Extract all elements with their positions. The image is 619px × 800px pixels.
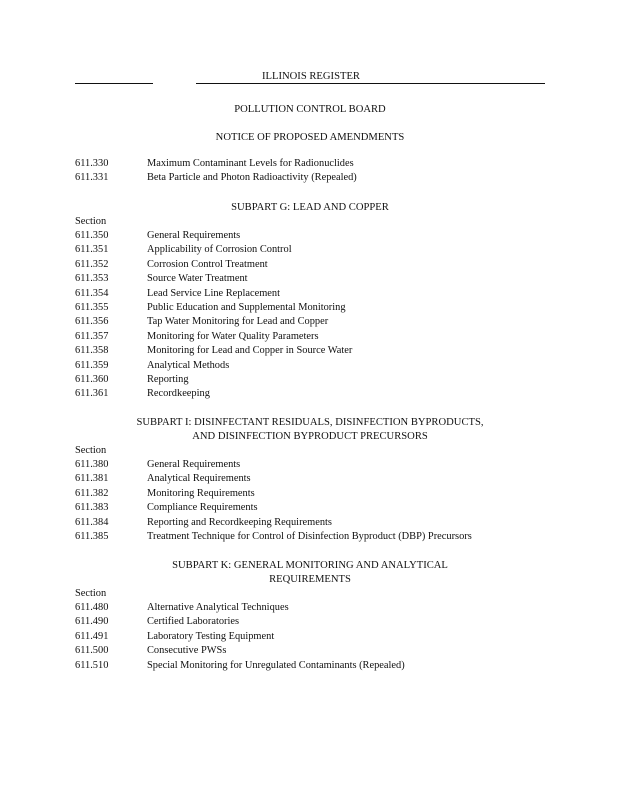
section-title: Alternative Analytical Techniques [147, 602, 289, 613]
top-section-list [75, 157, 357, 186]
section-entry [75, 530, 472, 544]
section-number: 611.359 [75, 359, 109, 371]
section-number: 611.361 [75, 388, 109, 400]
section-entry [75, 229, 352, 243]
section-number: 611.331 [75, 172, 109, 184]
subpart-i-heading-line1: SUBPART I: DISINFECTANT RESIDUALS, DISINFECTION BYPRODUCTS, [136, 417, 484, 428]
section-entry [75, 458, 472, 472]
section-entry [75, 615, 405, 629]
section-entry [75, 272, 352, 286]
section-entry [75, 387, 352, 401]
section-entry [75, 344, 352, 358]
section-entry [75, 644, 405, 658]
section-number: 611.350 [75, 230, 109, 241]
section-title: Laboratory Testing Equipment [147, 630, 275, 642]
section-entry [75, 487, 472, 501]
section-number: 611.355 [75, 301, 109, 313]
subpart-g-heading: SUBPART G: LEAD AND COPPER [231, 202, 389, 213]
subpart-i-section-label: Section [75, 445, 107, 456]
section-title: General Requirements [147, 459, 241, 470]
section-entry [75, 472, 472, 486]
section-title: Lead Service Line Replacement [147, 287, 280, 299]
section-number: 611.357 [75, 330, 109, 342]
section-entry [75, 501, 472, 515]
section-title: Monitoring for Lead and Copper in Source Water [147, 345, 353, 357]
section-title: Reporting [147, 373, 189, 385]
section-title: Beta Particle and Photon Radioactivity (Repealed) [147, 172, 357, 184]
register-header [75, 70, 545, 86]
section-number: 611.491 [75, 630, 109, 642]
section-title: Monitoring for Water Quality Parameters [147, 330, 319, 342]
section-number: 611.500 [75, 645, 109, 657]
section-title: Analytical Requirements [147, 473, 251, 485]
section-number: 611.380 [75, 459, 109, 470]
section-title: Corrosion Control Treatment [147, 258, 268, 270]
section-number: 611.354 [75, 287, 109, 299]
section-title: Compliance Requirements [147, 502, 258, 514]
subpart-i-section-list [75, 458, 472, 544]
agency-name: POLLUTION CONTROL BOARD [234, 104, 386, 115]
section-number: 611.384 [75, 516, 109, 528]
section-entry [75, 630, 405, 644]
section-entry [75, 243, 352, 257]
section-entry [75, 373, 352, 387]
section-title: Certified Laboratories [147, 616, 240, 628]
subpart-k-section-list [75, 601, 405, 673]
header-rule-right [196, 83, 545, 84]
subpart-k-heading-line1: SUBPART K: GENERAL MONITORING AND ANALYTICAL [172, 560, 448, 571]
section-number: 611.510 [75, 659, 109, 671]
section-number: 611.382 [75, 487, 109, 499]
section-number: 611.330 [75, 158, 109, 169]
notice-title: NOTICE OF PROPOSED AMENDMENTS [215, 132, 405, 143]
section-title: Public Education and Supplemental Monitoring [147, 301, 346, 313]
section-entry [75, 516, 472, 530]
section-title: Analytical Methods [147, 359, 230, 371]
section-title: Tap Water Monitoring for Lead and Copper [147, 316, 329, 328]
section-title: Maximum Contaminant Levels for Radionuclides [147, 158, 354, 169]
section-title: Recordkeeping [147, 388, 210, 400]
register-title: ILLINOIS REGISTER [262, 71, 360, 82]
section-number: 611.351 [75, 244, 109, 256]
section-entry [75, 157, 357, 171]
section-number: 611.353 [75, 273, 109, 285]
subpart-g-section-list [75, 229, 352, 402]
section-number: 611.383 [75, 502, 109, 514]
section-entry [75, 301, 352, 315]
section-number: 611.356 [75, 316, 109, 328]
header-rule-left [75, 83, 153, 84]
subpart-k-heading-line2: REQUIREMENTS [269, 574, 351, 585]
section-title: Treatment Technique for Control of Disinfection Byproduct (DBP) Precursors [147, 530, 472, 542]
section-entry [75, 315, 352, 329]
section-entry [75, 258, 352, 272]
section-title: General Requirements [147, 230, 241, 241]
section-title: Source Water Treatment [147, 273, 248, 285]
subpart-k-section-label: Section [75, 588, 107, 599]
section-number: 611.358 [75, 345, 109, 357]
section-title: Consecutive PWSs [147, 645, 227, 657]
section-title: Special Monitoring for Unregulated Contaminants (Repealed) [147, 659, 405, 671]
section-title: Reporting and Recordkeeping Requirements [147, 516, 332, 528]
section-number: 611.490 [75, 616, 109, 628]
section-number: 611.381 [75, 473, 109, 485]
section-entry [75, 601, 405, 615]
section-title: Monitoring Requirements [147, 487, 255, 499]
section-number: 611.352 [75, 258, 109, 270]
subpart-i-heading-line2: AND DISINFECTION BYPRODUCT PRECURSORS [192, 431, 428, 442]
section-entry [75, 287, 352, 301]
section-number: 611.480 [75, 602, 109, 613]
section-entry [75, 171, 357, 185]
section-entry [75, 359, 352, 373]
section-entry [75, 330, 352, 344]
subpart-g-section-label: Section [75, 216, 107, 227]
section-number: 611.385 [75, 530, 109, 542]
section-number: 611.360 [75, 373, 109, 385]
section-entry [75, 659, 405, 673]
section-title: Applicability of Corrosion Control [147, 244, 292, 256]
